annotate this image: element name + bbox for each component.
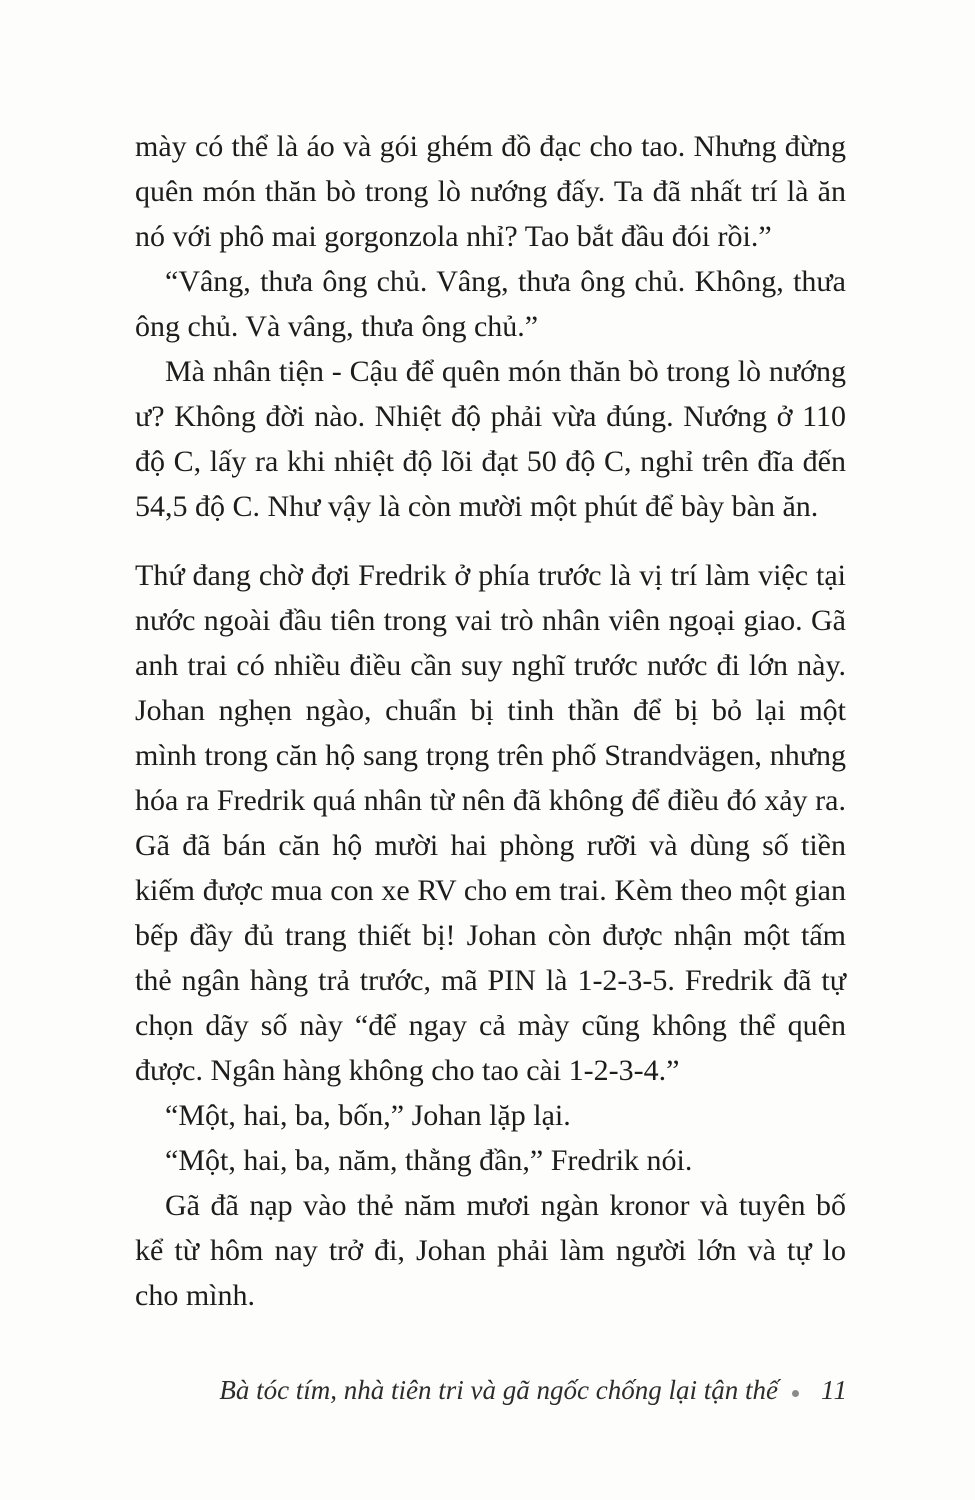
body-paragraph: Thứ đang chờ đợi Fredrik ở phía trước là vị trí làm việc tại nước ngoài đầu tiên trong vai trò nhân viên ngoại giao. Gã anh trai có nhiều điều cần suy nghĩ trước nước đi lớn này. Johan nghẹn ngào, chuẩn bị tinh thần để bị bỏ lại một mình trong căn hộ sang trọng trên phố Strandvägen, nhưng hóa ra Fredrik quá nhân từ nên đã không để điều đó xảy ra. Gã đã bán căn hộ mười hai phòng rưỡi và dùng số tiền kiếm được mua con xe RV cho em trai. Kèm theo một gian bếp đầy đủ trang thiết bị! Johan còn được nhận một tấm thẻ ngân hàng trả trước, mã PIN là 1-2-3-5. Fredrik đã tự chọn dãy số này “để ngay cả mày cũng không thể quên được. Ngân hàng không cho tao cài 1-2-3-4.” [135, 559, 846, 1087]
page-body-text [135, 124, 846, 1318]
body-paragraph: “Một, hai, ba, năm, thằng đần,” Fredrik nói. [165, 1144, 693, 1177]
body-paragraph: Mà nhân tiện - Cậu để quên món thăn bò trong lò nướng ư? Không đời nào. Nhiệt độ phải vừa đúng. Nướng ở 110 độ C, lấy ra khi nhiệt độ lõi đạt 50 độ C, nghỉ trên đĩa đến 54,5 độ C. Như vậy là còn mười một phút để bày bàn ăn. [135, 355, 846, 523]
page-number: 11 [821, 1375, 848, 1405]
footer-separator-dot [792, 1390, 799, 1397]
body-paragraph: Gã đã nạp vào thẻ năm mươi ngàn kronor và tuyên bố kể từ hôm nay trở đi, Johan phải làm người lớn và tự lo cho mình. [135, 1189, 846, 1312]
running-footer-title: Bà tóc tím, nhà tiên tri và gã ngốc chống lại tận thế [219, 1375, 778, 1405]
page-footer [135, 1372, 848, 1408]
body-paragraph: mày có thể là áo và gói ghém đồ đạc cho tao. Nhưng đừng quên món thăn bò trong lò nướng đấy. Ta đã nhất trí là ăn nó với phô mai gorgonzola nhỉ? Tao bắt đầu đói rồi.” [135, 130, 846, 253]
body-paragraph: “Vâng, thưa ông chủ. Vâng, thưa ông chủ. Không, thưa ông chủ. Và vâng, thưa ông chủ.” [135, 265, 846, 343]
body-paragraph: “Một, hai, ba, bốn,” Johan lặp lại. [165, 1099, 571, 1132]
